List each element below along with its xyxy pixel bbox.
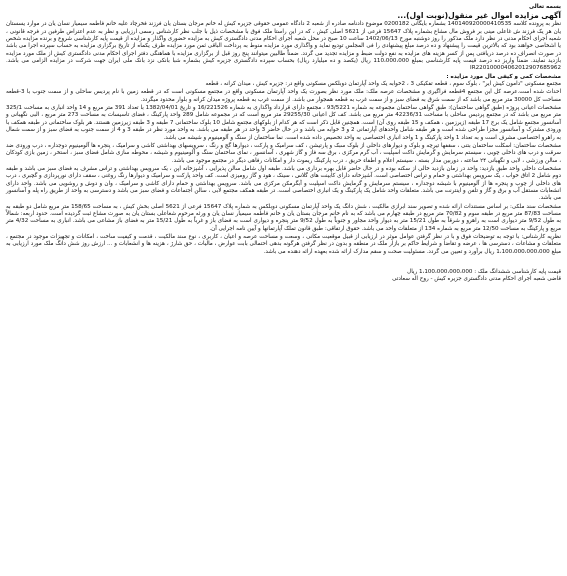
bismillah-heading: بسمه تعالی xyxy=(528,4,561,10)
base-price-label: قیمت پایه کارشناسی ششدانگ ملک : xyxy=(474,269,561,275)
base-price-value: 1،100،000،000،000 ریال xyxy=(407,269,473,275)
property-specs-heading: مشخصات کمی و کیفی مال مورد مزایده : xyxy=(446,73,561,80)
construction-specs-paragraph: مشخصات ساختمان: اسکلت ساختمان بتنی ، سقفها تیرچه و بلوک و دیوارهای داخلی از بلوک سبک و پارتیشن ، کف سرامیک و پارکت ، دیوارها گچ و رنگ ، سرویسهای بهداشتی کاشی و سرامیک ، پنجره ها آلومینیوم دوجداره ، درب ورودی ضد سرقت و درب های داخلی چوبی ، سیستم سرمایش و گرمایش داکت اسپلیت ، آب گرم مرکزی ، برق سه فاز و گاز شهری ، آسانسور ، نمای ساختمان سنگ و آلومینیوم و شیشه ، محوطه سازی شامل فضای سبز ، استخر ، زمین بازی کودکان ، سالن ورزشی ، لابی و نگهبانی ۲۴ ساعته ، دوربین مدار بسته ، سیستم اعلام و اطفاء حریق ، درب پارکینگ ریموت دار و امکانات رفاهی دیگر در مجتمع موجود می باشد. xyxy=(6,142,561,164)
judge-signature-line: قاضی شعبه اجرای احکام مدنی دادگستری جزیره کیش - روح اله سعادتی xyxy=(392,276,561,283)
notice-title: آگهی مزایده اموال غیر منقول(نوبت اول)... xyxy=(397,11,561,21)
land-description-paragraph: احداث شده است.عرصه کل این مجتمع 4قطعه فراگیری و مشخصات عرصه ملک: ملک مورد نظر بصورت یک واحد آپارتمان مسکونی واقع در مجتمع مسکونی است که در قطعه زمین با نام پردیس ساحلی و از سمت جنوب با 3-قطعه مساحت کل 30000 متر مربع می باشد که از سمت شرق به فضای سبز و از سمت غرب به قطعه همجوار می باشد. از سمت غرب به قطعه پروژه میدان کرانه و بلوار محدود میگردد. xyxy=(6,89,561,103)
blank-spacer xyxy=(6,257,561,269)
unit-interior-paragraph: مشخصات داخلی واحد طبق بازدید: واحد در زمان بازدید خالی از سکنه بوده و در حال حاضر قابل بهره برداری می باشد. طبقه اول شامل سالن پذیرایی ، آشپزخانه اپن ، یک سرویس بهداشتی و تراس مشرف به فضای سبز می باشد و طبقه دوم شامل 2 اتاق خواب ، یک سرویس بهداشتی و حمام و تراس اختصاصی است. آشپزخانه دارای کابینت های گلاس ، سینک ، هود و گاز رومیزی است. کف واحد پارکت و سرامیک و دیوارها رنگ روغنی ، سقف دارای نورپردازی و گچبری ، درب های داخلی از چوب و پنجره ها از آلومینیوم با شیشه دوجداره ، سیستم سرمایش و گرمایش داکت اسپلیت و آبگرمکن مرکزی می باشد. سرویس بهداشتی و حمام دارای کاشی و سرامیک ، وان و دوش و روشویی می باشد. واحد دارای انشعابات مستقل آب و برق و گاز و تلفن و اینترنت می باشد. متعلقات واحد شامل یک پارکینگ و یک انباری اختصاصی است. در طبقه همکف مجتمع لابی ، سالن اجتماعات و فضای سبز می باشد و دسترسی به واحد از طریق راه پله و آسانسور می باشد. xyxy=(6,165,561,202)
deed-details-paragraph: مشخصات سند ملکی: بر اساس مستندات ارائه شده و تصویر سند ابرازی مالکیت ، شش دانگ یک واحد آپارتمان مسکونی دوبلکس به شماره پلاک 15647 فرعی از 5621 اصلی بخش کیش ، به مساحت 158/65 متر مربع شامل دو طبقه به مساحت 87/83 متر مربع در طبقه سوم و 70/82 متر مربع در طبقه چهارم می باشد که به نام خانم مرجان بستان یان و خانم فاطمه سیمیار نسان یان و ورثه مرحوم شغاعلی بستان یان به صورت مشاع ثبت گردیده است. حدود اربعه: شمالاً به طول 9/52 متر دیواری است به راهرو و شرقاً به طول 15/21 متر به دیوار واحد مجاور و جنوباً به طول 9/52 متر پنجره و دیواری است به فضای باز و غرباً به طول 15/21 متر به فضای باز مشاعی می باشد. انباری به مساحت 4/32 متر مربع و پارکینگ به مساحت 12/50 متر مربع به شماره 134 از متعلقات واحد می باشد. حقوق ارتفاقی: طبق قانون تملک آپارتمانها و آیین نامه اجرایی آن. xyxy=(6,203,561,232)
intro-paragraph: نظر به پرونده کلاسه 140140920000410535 بشماره بایگانی 0200182 موضوع دادنامه صادره از شعبه 2 دادگاه عمومی حقوقی جزیره کیش له خانم مرجان بستان یان فرزند فخرچاد علیه خانم فاطمه سیمیار نسان یان در موارد یسستان یان هر یک فرزند ش غاعلی مینی بر فروش مال مشاع بشماره پلاک 15647 فرعی از 5621 اصلی کیش ، که در این راستا ملک فوق با مشخصات ذیل با جلب نظر کارشناس رسمی ارزیابی و نظر به عدم اعتراض طرفین در فرجه قانونی ، شعبه اجرای احکام مدنی در نظر دارد ملک مذکور را روز دوشنبه مورخ 1402/06/13 ساعت 10 صبح در محل شعبه اجرای احکام مدنی دادگستری کیش به مزایده حضوری واگذار و مزایده از قیمت پایه کارشناسی شروع و برنده مزایده شخص یا اشخاصی خواهند بود که بالاترین قیمت را پیشنهاد و ده درصد مبلغ پیشنهادی را فی المجلس تودیع نماید و واگذاری مورد مزایده منوط به پرداخت الباقی ثمن مورد مزایده ظرف یکماه از تاریخ برگزاری مزایده به حساب سپرده اجرا می باشد در صورت انصراف ده درصد دریافتی پس از کسر هزینه های مزایده به نفع دولت ضبط و مزایده تجدید می گردد. ضمناً طالبین میتوانند پنج روز قبل از برگزاری مزایده با هماهنگی دفتر اجرای احکام مدنی دادگستری کیش از ملک مورد مزایده بازدید نمایند. ضمناً واریز ده درصد قیمت پایه کارشناسی بمبلغ 110،000،000 ریال (یکصد و ده میلیارد ریال) بحساب سپرده دادگستری جزیره کیش بشماره شبا بانکی نزد بانک ملی ایران جهت شرکت در مزایده الزامی می باشد. IR220100004062012907685962 xyxy=(6,21,562,72)
property-specs-paragraph: مجتمع مسکونی "دامون کیش ایر" ، بلوک سوم ، قطعه تفکیکی 3 ، 2خوابه یک واحد آپارتمان دوبلکس مسکونی واقع در: جزیره کیش ، میدان کرانه ، قطعه xyxy=(205,81,561,88)
project-building-paragraph: مشخصات اعیانی پروژه (طبق گواهی ساختمان): طبق گواهی ساختمان مجموعه به شماره 93/5221 ، مجتمع دارای قرارداد واگذاری به شماره 16/221526 و تاریخ 1382/04/01 با تعداد 391 متر مربع و 14 واحد انباری به مساحت 325/1 متر مربع می باشد که در مجتمع پردیس ساحلی با مساحت 42236/31 متر مربع می باشد. کف کل اعیانی 29255/30 متر مربع است که در مجموعه شامل 289 واحد پارکینگ ، فضای تاسیسات به مساحت 273 متر مربع ، البی نگهبانی و آسانسور مجتمع شامل یک برج 17 طبقه (زیرزمین ، همکف و 15 طبقه روی آن) است. همچنین قابل ذکر است که هر کدام از بلوکهای مجتمع شامل 10 بلوک ساختمانی 7 طبقه و 3 طبقه زیرزمین هستند. هر بلوک ساختمانی در طبقه همکف با ورودی مشترک و آسانسور مجزا طراحی شده است و هر طبقه شامل واحدهای آپارتمانی 2 و 3 خوابه می باشد و در حال حاضر 3 واحد در هر طبقه می باشد. به واحد مورد نظر در طبقه 3 و 4 از سمت جنوب به فضای سبز و از سمت شمال به راهرو اختصاصی مشرف است و به تعداد 1 واحد پارکینگ و 1 واحد انباری اختصاصی به واحد تخصیص داده شده است. نما ساختمان از سنگ و آلومینیوم و شیشه می باشد. xyxy=(6,105,561,141)
expert-opinion-paragraph: نظریه کارشناس: با توجه به توضیحات فوق و با در نظر گرفتن عوامل موثر در ارزیابی از قبیل موقعیت مکانی ، وسعت و مساحت عرصه و اعیان ، کاربری ، نوع سند مالکیت ، قدمت و کیفیت ساخت ، امکانات و تجهیزات موجود در مجتمع ، متعلقات و مشاعات ، دسترسی ها ، عرضه و تقاضا و شرایط حاکم بر بازار ملک در منطقه و بدون در نظر گرفتن هرگونه بدهی احتمالی بابت عوارض ، مالیات ، حق شارژ ، هزینه ها و انشعابات و ... ارزش روز شش دانگ ملک مورد ارزیابی به مبلغ 1،100،000،000،000 ریال برآورد و تعیین می گردد. مسئولیت صحت و سقم مدارک ارائه شده بعهده ارائه دهنده می باشد. xyxy=(6,233,561,255)
